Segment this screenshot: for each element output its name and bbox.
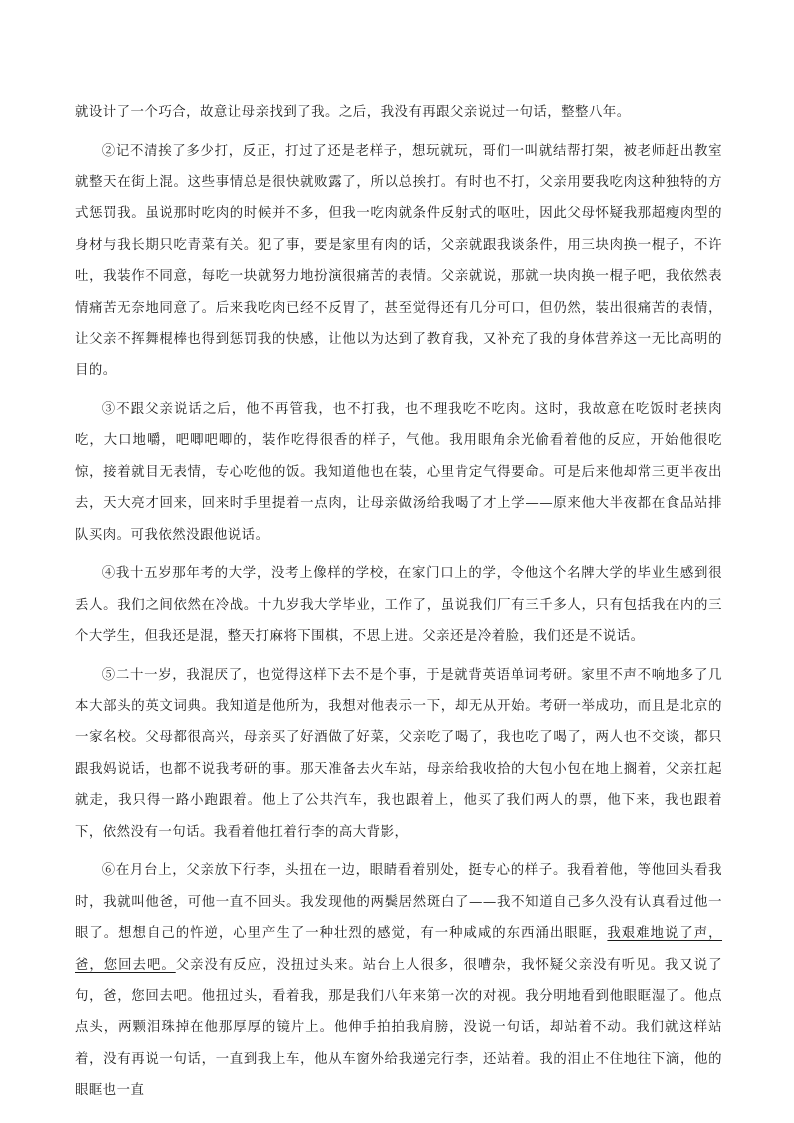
paragraph-3 bbox=[75, 394, 722, 551]
paragraph-text: ③不跟父亲说话之后，他不再管我，也不打我，也不理我吃不吃肉。这时，我故意在吃饭时老挟肉吃，大口地嚼，吧唧吧唧的，装作吃得很香的样子，气他。我用眼角余光偷看着他的反应，开始他很吃惊，接着就目无表情，专心吃他的饭。我知道他也在装，心里肯定气得要命。可是后来他却常三更半夜出去，天大亮才回来，回来时手里提着一点肉，让母亲做汤给我喝了才上学——原来他大半夜都在食品站排队买肉。可我依然没跟他说话。 bbox=[75, 402, 722, 543]
paragraph-text: ④我十五岁那年考的大学，没考上像样的学校，在家门口上的学，令他这个名牌大学的毕业生感到很丢人。我们之间依然在冷战。十九岁我大学毕业，工作了，虽说我们厂有三千多人，只有包括我在内的三个大学生，但我还是混，整天打麻将下围棋，不思上进。父亲还是冷着脸，我们还是不说话。 bbox=[75, 566, 722, 645]
paragraph-text: 父亲没有反应，没扭过头来。站台上人很多，很嘈杂，我怀疑父亲没有听见。我又说了句，爸，您回去吧。他扭过头，看着我，那是我们八年来第一次的对视。我分明地看到他眼眶湿了。他点点头，两颗泪珠掉在他那厚厚的镜片上。他伸手拍拍我肩膀，没说一句话，却站着不动。我们就这样站着，没有再说一句话，一直到我上车，他从车窗外给我递完行李，还站着。我的泪止不住地往下滴，他的眼眶也一直 bbox=[75, 957, 723, 1099]
paragraph-text: 就设计了一个巧合，故意让母亲找到了我。之后，我没有再跟父亲说过一句话，整整八年。 bbox=[75, 105, 631, 120]
paragraph-4 bbox=[75, 558, 722, 652]
paragraph-text: ②记不清挨了多少打，反正，打过了还是老样子，想玩就玩，哥们一叫就结帮打架，被老师赶出教室就整天在街上混。这些事情总是很快就败露了，所以总挨打。有时也不打，父亲用要我吃肉这种独特的方式惩罚我。虽说那时吃肉的时候并不多，但我一吃肉就条件反射式的呕吐，因此父母怀疑我那超瘦肉型的身材与我长期只吃青菜有关。犯了事，要是家里有肉的话，父亲就跟我谈条件，用三块肉换一棍子，不许吐，我装作不同意，每吃一块就努力地扮演很痛苦的表情。父亲就说，那就一块肉换一棍子吧，我依然表情痛苦无奈地同意了。后来我吃肉已经不反胃了，甚至觉得还有几分可口，但仍然，装出很痛苦的表情，让父亲不挥舞棍棒也得到惩罚我的快感，让他以为达到了教育我，又补充了我的身体营养这一无比高明的目的。 bbox=[75, 143, 722, 379]
paragraph-1 bbox=[75, 97, 722, 128]
paragraph-6 bbox=[75, 855, 722, 1106]
paragraph-text: ⑥在月台上，父亲放下行李，头扭在一边，眼睛看着别处，挺专心的样子。我看着他，等他回头看我时，我就叫他爸，可他一直不回头。我发现他的两鬓居然斑白了——我不知道自己多久没有认真看过他一眼了。想想自己的忤逆，心里产生了一种壮烈的感觉，有一种咸咸的东西涌出眼眶， bbox=[75, 863, 722, 942]
paragraph-2 bbox=[75, 136, 722, 387]
paragraph-text: ⑤二十一岁，我混厌了，也觉得这样下去不是个事，于是就背英语单词考研。家里不声不响地多了几本大部头的英文词典。我知道是他所为，我想对他表示一下，却无从开始。考研一举成功，而且是北京的一家名校。父母都很高兴，母亲买了好酒做了好菜，父亲吃了喝了，我也吃了喝了，两人也不交谈，都只跟我妈说话，也都不说我考研的事。那天准备去火车站，母亲给我收拾的大包小包在地上搁着，父亲扛起就走，我只得一路小跑跟着。他上了公共汽车，我也跟着上，他买了我们两人的票，他下来，我也跟着下，依然没有一句话。我看着他扛着行李的高大背影， bbox=[75, 667, 722, 840]
paragraph-5 bbox=[75, 660, 722, 848]
underlined-sentence: 我艰难地说了声，爸，您回去吧。 bbox=[75, 926, 723, 973]
article-body bbox=[75, 97, 722, 1114]
